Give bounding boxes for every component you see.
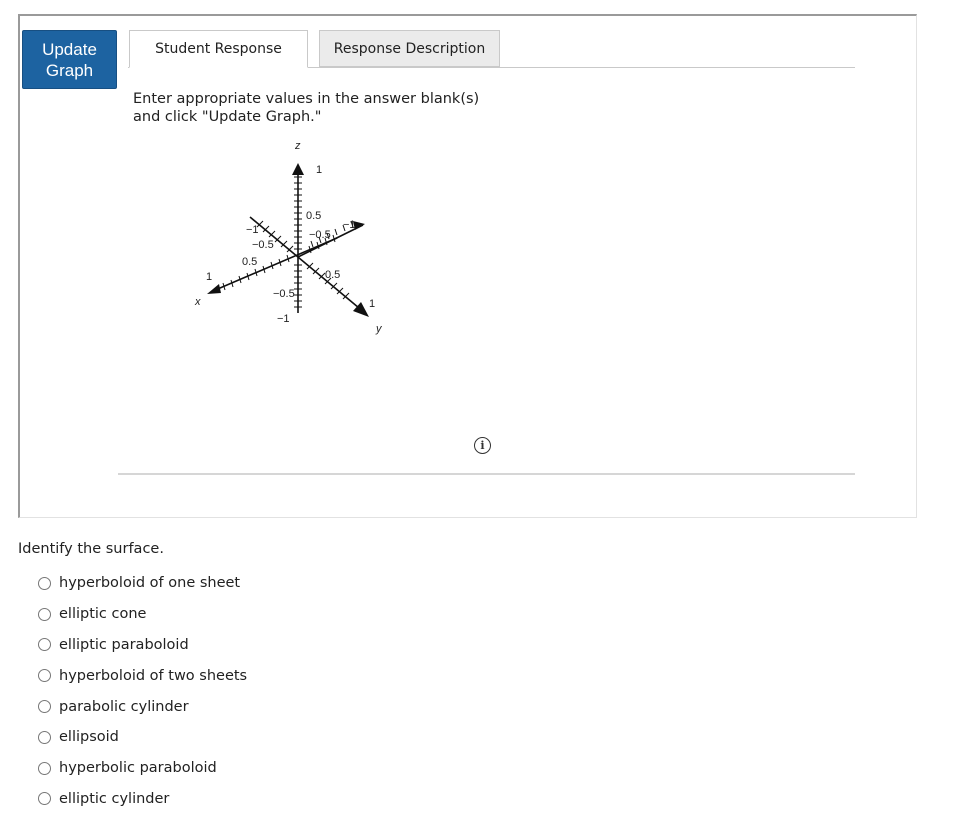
question-prompt: Identify the surface. xyxy=(18,541,164,557)
z-tick-1: 1 xyxy=(316,164,323,176)
y-tick-0-5: 0.5 xyxy=(325,269,341,281)
x-tick-neg-1: −1 xyxy=(343,219,356,231)
radio-button[interactable] xyxy=(38,700,51,713)
z-axis-arrow xyxy=(292,163,304,175)
tab-response-description-label: Response Description xyxy=(333,40,486,57)
choice-hyperboloid-two-sheets[interactable] xyxy=(38,660,247,691)
x-tick-0-5: 0.5 xyxy=(242,256,258,268)
info-icon[interactable]: i xyxy=(474,437,491,454)
choice-parabolic-cylinder[interactable] xyxy=(38,691,247,722)
choice-ellipsoid[interactable] xyxy=(38,722,247,753)
radio-button[interactable] xyxy=(38,792,51,805)
z-tick-neg-0-5: −0.5 xyxy=(273,288,295,300)
choice-label: hyperboloid of two sheets xyxy=(59,667,248,684)
choice-label: hyperboloid of one sheet xyxy=(59,575,241,592)
y-axis-label: y xyxy=(376,323,382,335)
z-axis-label: z xyxy=(295,140,301,152)
tab-student-response-label: Student Response xyxy=(155,41,282,57)
choice-elliptic-cylinder[interactable] xyxy=(38,784,247,815)
x-tick-neg-0-5: −0.5 xyxy=(309,229,331,241)
3d-axes-graph xyxy=(185,135,405,345)
radio-button[interactable] xyxy=(38,608,51,621)
choice-hyperboloid-one-sheet[interactable] xyxy=(38,568,247,599)
z-tick-0-5: 0.5 xyxy=(306,210,322,222)
choice-label: ellipsoid xyxy=(59,729,119,746)
x-axis-arrow xyxy=(207,284,221,294)
panel-bottom-divider xyxy=(118,473,855,475)
y-tick-neg-0-5: −0.5 xyxy=(252,239,274,251)
choice-label: elliptic cylinder xyxy=(59,790,170,807)
y-tick-neg-1: −1 xyxy=(246,224,259,236)
choice-label: elliptic cone xyxy=(59,606,147,623)
x-axis-label: x xyxy=(195,296,201,308)
update-button-line2: Graph xyxy=(45,61,94,80)
radio-button[interactable] xyxy=(38,731,51,744)
instructions-line2: and click "Update Graph." xyxy=(133,109,322,125)
instructions-line1: Enter appropriate values in the answer blank(s) xyxy=(133,91,480,107)
radio-button[interactable] xyxy=(38,669,51,682)
radio-button[interactable] xyxy=(38,577,51,590)
choice-label: parabolic cylinder xyxy=(59,698,189,715)
choice-label: elliptic paraboloid xyxy=(59,636,189,653)
y-tick-1: 1 xyxy=(369,298,376,310)
radio-button[interactable] xyxy=(38,762,51,775)
choice-hyperbolic-paraboloid[interactable] xyxy=(38,753,247,784)
tab-response-description[interactable] xyxy=(319,30,500,67)
choice-elliptic-paraboloid[interactable] xyxy=(38,630,247,661)
instructions xyxy=(133,90,513,126)
answer-choices xyxy=(38,568,247,814)
x-tick-1: 1 xyxy=(206,271,213,283)
update-button-line1: Update xyxy=(42,40,97,59)
choice-label: hyperbolic paraboloid xyxy=(59,760,217,777)
choice-elliptic-cone[interactable] xyxy=(38,599,247,630)
radio-button[interactable] xyxy=(38,638,51,651)
update-graph-button[interactable] xyxy=(22,30,117,89)
tab-student-response[interactable] xyxy=(129,30,308,68)
z-tick-neg-1: −1 xyxy=(277,313,290,325)
y-axis xyxy=(250,217,365,313)
